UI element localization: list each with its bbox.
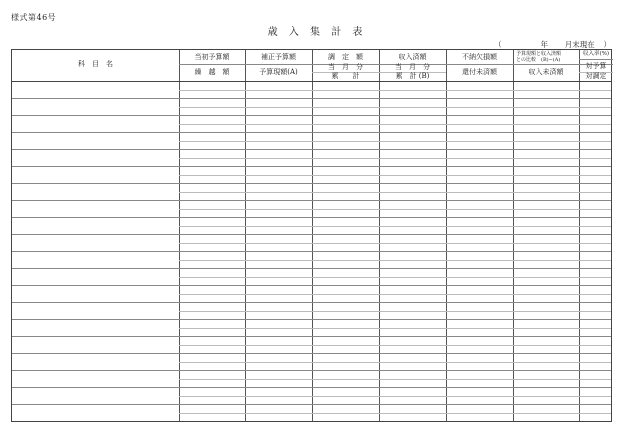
row-mid-rule (179, 107, 611, 108)
row-mid-rule (179, 362, 611, 363)
table-row (12, 404, 611, 421)
header-received-cumulative: 累 計 (B) (395, 72, 430, 80)
row-mid-rule (179, 192, 611, 193)
as-of-year: 年 (540, 40, 548, 49)
table-row (12, 234, 611, 251)
table-row (12, 353, 611, 370)
as-of-open: （ (494, 40, 502, 49)
table-row (12, 370, 611, 387)
row-mid-rule (179, 209, 611, 210)
table-row (12, 149, 611, 166)
table-row (12, 132, 611, 149)
header-initial-budget: 当初予算額 (194, 53, 230, 61)
row-mid-rule (179, 260, 611, 261)
header-assessed: 調 定 額 (328, 53, 363, 61)
header-comparison-line1: 予算現額と収入済額 (516, 51, 562, 57)
row-mid-rule (179, 141, 611, 142)
header-receivable: 収入未済額 (528, 68, 564, 76)
row-mid-rule (179, 345, 611, 346)
header-refund-pending: 還付未済額 (462, 68, 497, 76)
form-number: 様式第46号 (11, 13, 57, 22)
header-carryover: 繰 越 額 (194, 68, 230, 76)
table-row (12, 268, 611, 285)
header-comparison-line2: との比較 (B)−(A) (516, 57, 561, 63)
table-row (12, 200, 611, 217)
title-char: 表 (352, 27, 363, 38)
header-supplementary-budget: 補正予算額 (261, 53, 296, 61)
header-subject: 科 目 名 (78, 60, 113, 68)
table-row (12, 98, 611, 115)
header-assessed-month: 当 月 分 (328, 63, 363, 71)
header-received-month: 当 月 分 (395, 63, 430, 71)
header-uncollectible: 不納欠損額 (462, 53, 497, 61)
as-of-close: ） (603, 40, 611, 49)
header-received: 収入済額 (398, 53, 427, 61)
row-mid-rule (179, 90, 611, 91)
header-assessed-cumulative: 累 計 (331, 72, 360, 80)
row-mid-rule (179, 396, 611, 397)
table-row (12, 387, 611, 404)
table-row (12, 166, 611, 183)
row-mid-rule (179, 175, 611, 176)
header-rate-rule (579, 59, 613, 60)
table-row (12, 81, 611, 98)
header-rate-vs-assessed: 対調定 (585, 72, 607, 80)
table-row (12, 183, 611, 200)
row-mid-rule (179, 158, 611, 159)
page-title (0, 23, 630, 38)
table-row (12, 302, 611, 319)
table-row (12, 319, 611, 336)
row-mid-rule (179, 379, 611, 380)
table-row (12, 336, 611, 353)
header-current-budget: 予算現額(A) (259, 68, 298, 76)
row-mid-rule (179, 328, 611, 329)
table-row (12, 285, 611, 302)
row-mid-rule (179, 277, 611, 278)
title-char: 入 (288, 27, 299, 38)
row-mid-rule (179, 226, 611, 227)
table-row (12, 251, 611, 268)
row-mid-rule (179, 243, 611, 244)
table-row (12, 217, 611, 234)
row-mid-rule (179, 294, 611, 295)
row-mid-rule (179, 413, 611, 414)
title-char: 計 (331, 27, 342, 38)
as-of-month: 月末現在 (564, 40, 595, 49)
row-mid-rule (179, 311, 611, 312)
row-mid-rule (179, 124, 611, 125)
title-char: 集 (310, 27, 320, 38)
table-row (12, 115, 611, 132)
summary-table (11, 49, 612, 422)
header-rate-vs-budget: 対予算 (585, 62, 607, 70)
header-collection-rate: 収入率(%) (582, 51, 610, 57)
title-char: 歳 (267, 27, 278, 38)
